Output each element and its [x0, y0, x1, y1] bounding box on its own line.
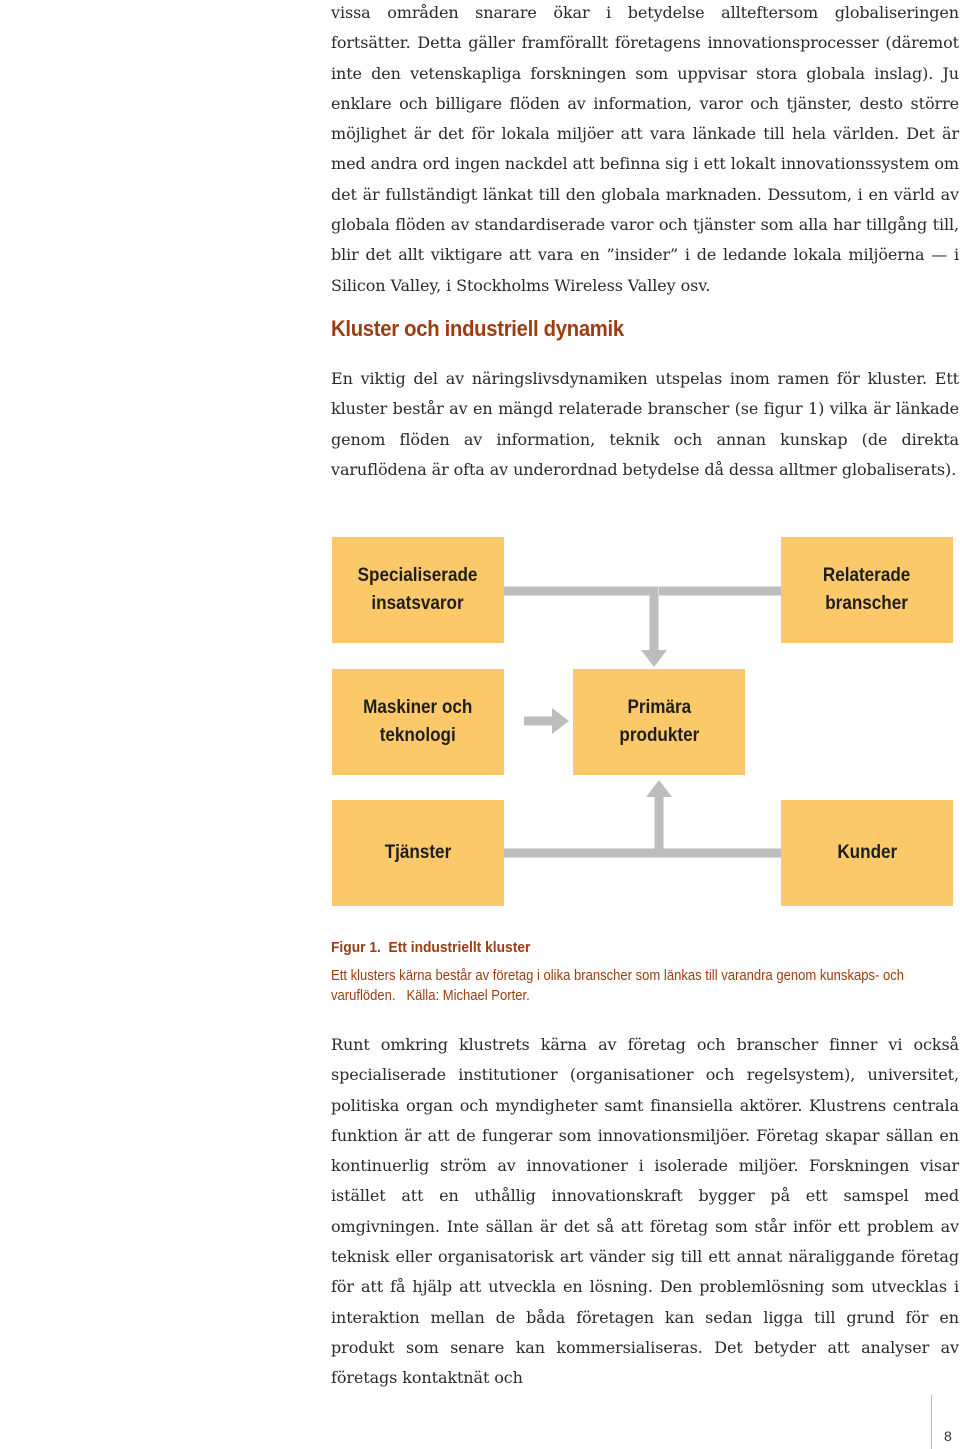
- body-paragraph-innovation: Runt omkring klustrets kärna av företag och branscher finner vi också specialiserade institutioner (organisationer och regelsystem), universitet, politiska organ och myndigheter samt finansiella aktörer. Klustrens centrala funktion är att de fungerar som innovationsmiljöer. Företag skapar sällan en kontinuerlig ström av innovationer i isolerade miljöer. Forskningen visar istället att en uthållig innovationskraft bygger på ett samspel med omgivningen. Inte sällan är det så att företag som står inför ett problem av teknisk eller organisatorisk art vänder sig till ett annat näraliggande företag för att få hjälp att utveckla en lösning. Den problemlösning som utvecklas i interaktion mellan de båda företagen kan sedan ligga till grund för en produkt som senare kan kommersialiseras. Det betyder att analyser av företags kontaktnät och: [331, 1035, 959, 1388]
- figure-caption: Ett klusters kärna består av företag i olika branscher som länkas till varandra genom kunskaps- och varuflöden. Källa: Michael Porter.: [331, 968, 908, 1004]
- figure-label: Figur 1. Ett industriellt kluster: [331, 939, 531, 956]
- arrow-specialized-to-primary-head: [641, 650, 667, 667]
- page-edge-divider: [931, 1395, 932, 1449]
- box-primary-products: [573, 669, 745, 775]
- box-related-industries-label: Relaterade branscher: [823, 565, 911, 614]
- body-paragraph-intro: vissa områden snarare ökar i betydelse allteftersom globaliseringen fortsätter. Detta gäller framförallt företagens innovationsprocesser (däremot inte den vetenskapliga forskningen som uppvisar stora globala inslag). Ju enklare och billigare flöden av information, varor och tjänster, desto större möjlighet är det för lokala miljöer att vara länkade till hela världen. Det är med andra ord ingen nackdel att befinna sig i ett lokalt innovationssystem om det är fullständigt länkat till den globala marknaden. Dessutom, i en värld av globala flöden av standardiserade varor och tjänster som alla har tillgång till, blir det allt viktigare att vara en ”insider” i de ledande lokala miljöerna — i Silicon Valley, i Stockholms Wireless Valley osv.: [331, 3, 959, 295]
- arrow-services-to-primary: [504, 795, 659, 853]
- section-heading: Kluster och industriell dynamik: [331, 316, 624, 341]
- box-machines-technology-label: Maskiner och teknologi: [363, 697, 473, 746]
- box-machines-technology: [332, 669, 504, 775]
- arrow-up-to-primary-head: [646, 780, 672, 797]
- box-customers: [781, 800, 953, 906]
- body-paragraph-cluster: En viktig del av näringslivsdynamiken utspelas inom ramen för kluster. Ett kluster består av en mängd relaterade branscher (se figur 1) vilka är länkade genom flöden av information, teknik och annan kunskap (de direkta varuflödena är ofta av underordnad betydelse då dessa alltmer globaliserats).: [331, 369, 959, 479]
- box-services: [332, 800, 504, 906]
- box-customers-label: Kunder: [837, 842, 897, 863]
- box-related-industries: [781, 537, 953, 643]
- box-specialized-inputs-label: Specialiserade insatsvaror: [358, 565, 478, 614]
- page-number: 8: [944, 1428, 952, 1444]
- arrow-machines-to-primary-head: [552, 708, 569, 734]
- box-primary-products-label: Primära produkter: [619, 697, 699, 746]
- box-services-label: Tjänster: [384, 842, 452, 863]
- arrow-specialized-to-primary: [504, 591, 654, 652]
- box-specialized-inputs: [332, 537, 504, 643]
